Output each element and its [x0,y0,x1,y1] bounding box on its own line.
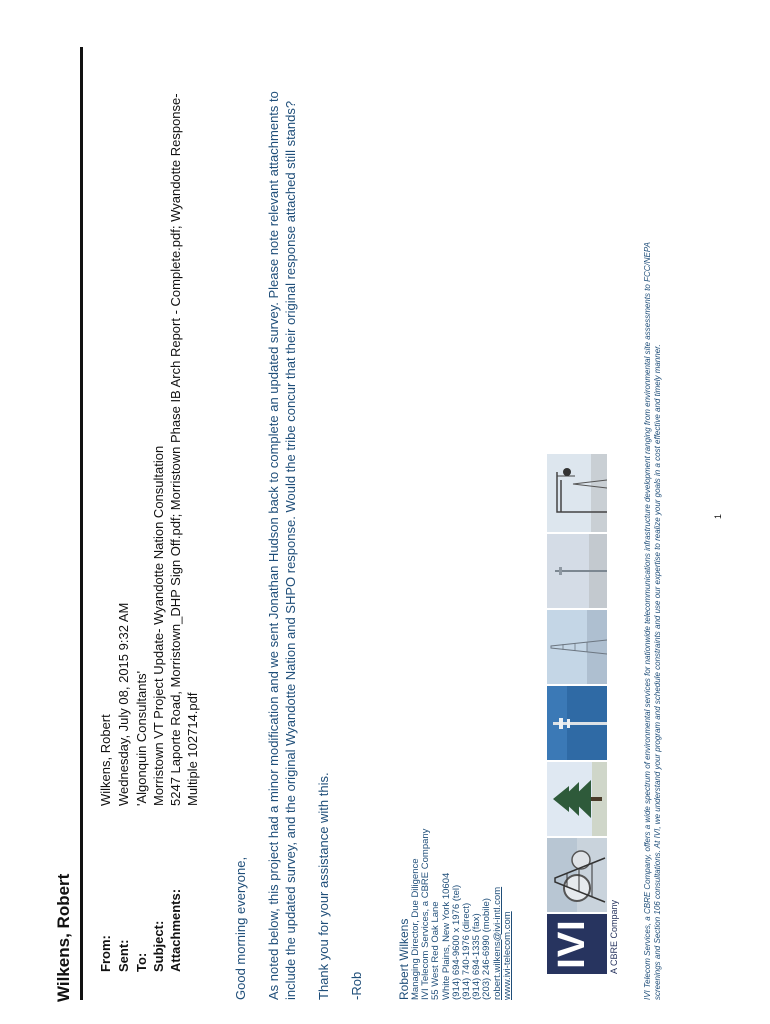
tower-photo-cranes [547,454,607,532]
body-closing: -Rob [349,971,364,1000]
body-greeting: Good morning everyone, [233,856,248,1000]
header-value-sent: Wednesday, July 08, 2015 9:32 AM [116,602,131,806]
header-value-subject: Morristown VT Project Update- Wyandotte Nation Consultation [151,445,166,806]
signature-web-row [503,829,513,1000]
header-value-attachments: 5247 Laporte Road, Morristown_DHP Sign Off.pdf; Morristown Phase IB Arch Report - Complete.pdf; Wyandotte Response- [168,93,183,806]
header-label-to: To: [134,952,149,972]
header-label-sent: Sent: [116,939,131,972]
body-thanks: Thank you for your assistance with this. [316,772,331,1000]
header-value-to: 'Algonquin Consultants' [134,670,149,806]
title-rule [80,47,83,1000]
header-value-attachments-cont: Multiple 102714.pdf [185,692,200,806]
signature-line: 55 West Red Oak Lane [430,901,442,1000]
tower-photo-satellite [547,838,607,912]
tower-photo-lattice [547,610,607,684]
signature-line: IVI Telecom Services, a CBRE Company [420,828,432,1000]
ivi-logo [547,914,607,974]
signature-line: (203) 246-6990 (mobile) [481,898,493,1000]
footer-line-1: IVI Telecom Services, a CBRE Company, offers a wide spectrum of environmental services for nationwide telecommunications infrastructure development ranging from environmental site assessments to FCC/NEPA [643,242,652,1000]
header-label-subject: Subject: [151,920,166,972]
footer-line-2: screenings and Section 106 consultations. At IVI, we understand your program and schedule constraints and use our expertise to realize your goals in a cost effective and timely manner. [653,344,662,1000]
body-paragraph-line-2: include the updated survey, and the original Wyandotte Nation and SHPO response. Would the tribe concur that their original response attached still stands? [283,100,298,1000]
signature-name: Robert Wilkens [397,918,411,1000]
signature-block [398,829,513,1000]
signature-line: (914) 740-1976 (direct) [461,902,473,1000]
header-label-from: From: [98,935,113,972]
tower-photo-pine [547,762,607,836]
header-label-attachments: Attachments: [168,888,183,972]
tower-photo-slim [547,534,607,608]
signature-email-link[interactable]: robert.wilkens@ivi-intl.com [491,886,503,1000]
signature-line: (914) 694-9600 x 1976 (tel) [450,884,462,1000]
page-number: 1 [713,513,723,519]
signature-line: (914) 694-1335 (fax) [471,913,483,1000]
signature-line: Managing Director, Due Diligence [410,858,421,1000]
body-paragraph-line-1: As noted below, this project had a minor modification and we sent Jonathan Hudson back to complete an updated survey. Please note relevant attachments to [266,91,281,1000]
tower-photo-monopole [547,686,607,760]
signature-web-link[interactable]: www.ivi-telecom.com [501,911,513,1000]
header-value-from: Wilkens, Robert [98,714,113,806]
email-title: Wilkens, Robert [54,873,73,1002]
logo-mark: IVI [551,919,593,969]
logo-tagline: A CBRE Company [609,899,619,974]
signature-line: White Plains, New York 10604 [440,872,452,1000]
